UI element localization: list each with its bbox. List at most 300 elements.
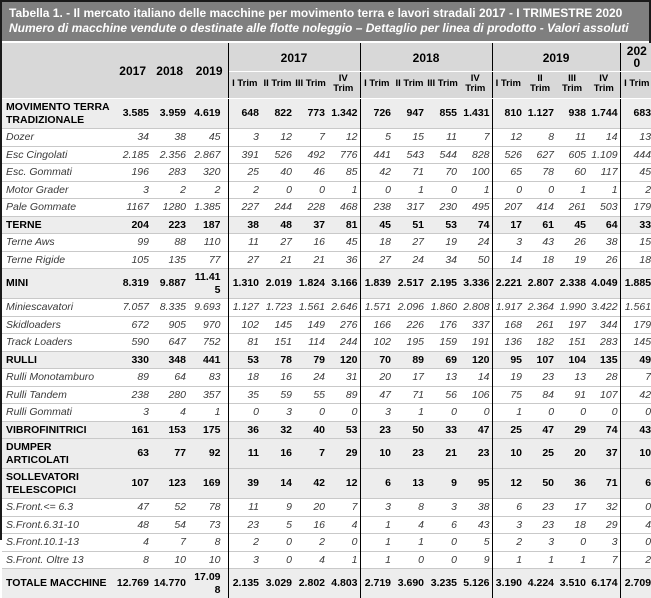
value-cell: 21 xyxy=(294,251,327,269)
value-cell: 3 xyxy=(492,234,524,252)
value-cell: 3.166 xyxy=(327,269,360,299)
value-cell: 42 xyxy=(360,164,393,182)
value-cell: 0 xyxy=(261,551,294,569)
value-cell: 25 xyxy=(228,164,261,182)
value-cell: 25 xyxy=(492,421,524,439)
table-row xyxy=(2,386,651,404)
value-cell: 71 xyxy=(393,164,426,182)
value-cell: 77 xyxy=(151,439,188,469)
value-cell: 2 xyxy=(151,181,188,199)
value-cell: 1.917 xyxy=(492,299,524,317)
value-cell: 12 xyxy=(261,129,294,147)
value-cell: 1 xyxy=(556,181,588,199)
value-cell: 0 xyxy=(360,181,393,199)
value-cell: 12 xyxy=(327,129,360,147)
value-cell: 179 xyxy=(620,199,651,217)
value-cell: 48 xyxy=(114,516,151,534)
value-cell: 38 xyxy=(228,216,261,234)
value-cell: 107 xyxy=(114,469,151,499)
value-cell: 159 xyxy=(426,334,459,352)
value-cell: 38 xyxy=(588,234,620,252)
value-cell: 20 xyxy=(294,499,327,517)
value-cell: 2 xyxy=(228,534,261,552)
value-cell: 4.224 xyxy=(524,569,556,598)
table-row xyxy=(2,469,651,499)
value-cell: 75 xyxy=(492,386,524,404)
value-cell: 320 xyxy=(188,164,228,182)
value-cell: 46 xyxy=(294,164,327,182)
value-cell: 104 xyxy=(556,351,588,369)
value-cell: 120 xyxy=(459,351,492,369)
value-cell: 226 xyxy=(393,316,426,334)
value-cell: 495 xyxy=(459,199,492,217)
value-cell: 0 xyxy=(426,551,459,569)
value-cell: 78 xyxy=(261,351,294,369)
value-cell: 0 xyxy=(327,534,360,552)
value-cell: 28 xyxy=(588,369,620,387)
value-cell: 683 xyxy=(620,99,651,129)
value-cell: 176 xyxy=(426,316,459,334)
value-cell: 36 xyxy=(228,421,261,439)
value-cell: 441 xyxy=(188,351,228,369)
value-cell: 1 xyxy=(393,404,426,422)
value-cell: 1 xyxy=(492,404,524,422)
value-cell: 1 xyxy=(327,551,360,569)
value-cell: 1 xyxy=(327,181,360,199)
value-cell: 32 xyxy=(261,421,294,439)
value-cell: 37 xyxy=(294,216,327,234)
value-cell: 40 xyxy=(294,421,327,439)
value-cell: 45 xyxy=(327,234,360,252)
value-cell: 18 xyxy=(524,251,556,269)
value-cell: 179 xyxy=(620,316,651,334)
value-cell: 1.431 xyxy=(459,99,492,129)
value-cell: 0 xyxy=(426,181,459,199)
value-cell: 283 xyxy=(151,164,188,182)
value-cell: 88 xyxy=(151,234,188,252)
value-cell: 17 xyxy=(393,369,426,387)
value-cell: 23 xyxy=(360,421,393,439)
value-cell: 34 xyxy=(114,129,151,147)
row-label: Terne Aws xyxy=(2,234,114,252)
value-cell: 65 xyxy=(492,164,524,182)
row-label: Terne Rigide xyxy=(2,251,114,269)
value-cell: 95 xyxy=(459,469,492,499)
value-cell: 71 xyxy=(393,386,426,404)
value-cell: 107 xyxy=(524,351,556,369)
value-cell: 228 xyxy=(294,199,327,217)
value-cell: 59 xyxy=(261,386,294,404)
value-cell: 0 xyxy=(620,499,651,517)
table-row xyxy=(2,569,651,598)
value-cell: 2 xyxy=(294,534,327,552)
value-cell: 492 xyxy=(294,146,327,164)
value-cell: 20 xyxy=(360,369,393,387)
quarter-header-2019-2: II Trim xyxy=(524,72,556,99)
value-cell: 3.959 xyxy=(151,99,188,129)
value-cell: 2.019 xyxy=(261,269,294,299)
value-cell: 14.770 xyxy=(151,569,188,598)
value-cell: 43 xyxy=(524,234,556,252)
value-cell: 114 xyxy=(294,334,327,352)
quarter-header-2017-1: I Trim xyxy=(228,72,261,99)
value-cell: 1.839 xyxy=(360,269,393,299)
row-label: Track Loaders xyxy=(2,334,114,352)
row-label: S.Front. Oltre 13 xyxy=(2,551,114,569)
value-cell: 168 xyxy=(492,316,524,334)
value-cell: 2.195 xyxy=(426,269,459,299)
value-cell: 14 xyxy=(492,251,524,269)
table-subtitle: Numero di macchine vendute o destinate alle flotte noleggio – Dettaglio per linea di prodotto - Valori assoluti xyxy=(9,21,642,36)
value-cell: 27 xyxy=(228,251,261,269)
value-cell: 4 xyxy=(327,516,360,534)
value-cell: 89 xyxy=(327,386,360,404)
value-cell: 648 xyxy=(228,99,261,129)
value-cell: 0 xyxy=(556,404,588,422)
value-cell: 3.336 xyxy=(459,269,492,299)
value-cell: 149 xyxy=(294,316,327,334)
value-cell: 53 xyxy=(228,351,261,369)
row-label: DUMPER ARTICOLATI xyxy=(2,439,114,469)
value-cell: 166 xyxy=(360,316,393,334)
value-cell: 1 xyxy=(393,534,426,552)
value-cell: 17 xyxy=(556,499,588,517)
quarter-header-2017-2: II Trim xyxy=(261,72,294,99)
table-row xyxy=(2,251,651,269)
value-cell: 3.690 xyxy=(393,569,426,598)
value-cell: 3.422 xyxy=(588,299,620,317)
value-cell: 4.619 xyxy=(188,99,228,129)
quarter-header-2019-3: III Trim xyxy=(556,72,588,99)
quarter-header-2020-1: I Trim xyxy=(620,72,651,99)
value-cell: 13 xyxy=(556,369,588,387)
value-cell: 34 xyxy=(426,251,459,269)
value-cell: 24 xyxy=(393,251,426,269)
value-cell: 16 xyxy=(261,369,294,387)
value-cell: 42 xyxy=(620,386,651,404)
value-cell: 23 xyxy=(393,439,426,469)
value-cell: 2.807 xyxy=(524,269,556,299)
value-cell: 344 xyxy=(588,316,620,334)
value-cell: 33 xyxy=(620,216,651,234)
quarter-header-2019-1: I Trim xyxy=(492,72,524,99)
value-cell: 2.096 xyxy=(393,299,426,317)
table-row xyxy=(2,99,651,129)
corner-cell xyxy=(2,43,114,99)
value-cell: 0 xyxy=(261,534,294,552)
value-cell: 16 xyxy=(294,516,327,534)
value-cell: 63 xyxy=(114,439,151,469)
value-cell: 92 xyxy=(188,439,228,469)
value-cell: 0 xyxy=(556,534,588,552)
value-cell: 23 xyxy=(228,516,261,534)
value-cell: 503 xyxy=(588,199,620,217)
table-row xyxy=(2,164,651,182)
table-row xyxy=(2,404,651,422)
value-cell: 161 xyxy=(114,421,151,439)
value-cell: 27 xyxy=(393,234,426,252)
value-cell: 23 xyxy=(524,369,556,387)
value-cell: 13 xyxy=(426,369,459,387)
value-cell: 223 xyxy=(151,216,188,234)
value-cell: 1 xyxy=(360,516,393,534)
value-cell: 590 xyxy=(114,334,151,352)
value-cell: 7 xyxy=(294,439,327,469)
value-cell: 14 xyxy=(588,129,620,147)
quarter-header-2018-2: II Trim xyxy=(393,72,426,99)
value-cell: 0 xyxy=(261,181,294,199)
value-cell: 64 xyxy=(588,216,620,234)
value-cell: 230 xyxy=(426,199,459,217)
value-cell: 947 xyxy=(393,99,426,129)
annual-year-2019: 2019 xyxy=(188,43,228,99)
value-cell: 13 xyxy=(620,129,651,147)
value-cell: 1 xyxy=(492,551,524,569)
table-row xyxy=(2,421,651,439)
value-cell: 672 xyxy=(114,316,151,334)
value-cell: 2.364 xyxy=(524,299,556,317)
value-cell: 6 xyxy=(492,499,524,517)
value-cell: 261 xyxy=(524,316,556,334)
value-cell: 1.723 xyxy=(261,299,294,317)
value-cell: 3 xyxy=(492,516,524,534)
value-cell: 0 xyxy=(492,181,524,199)
row-label: Esc Cingolati xyxy=(2,146,114,164)
value-cell: 21 xyxy=(261,251,294,269)
value-cell: 175 xyxy=(188,421,228,439)
value-cell: 1 xyxy=(556,551,588,569)
value-cell: 52 xyxy=(151,499,188,517)
row-label: Rulli Monotamburo xyxy=(2,369,114,387)
value-cell: 1.109 xyxy=(588,146,620,164)
value-cell: 151 xyxy=(261,334,294,352)
value-cell: 16 xyxy=(261,439,294,469)
value-cell: 89 xyxy=(393,351,426,369)
table-row xyxy=(2,269,651,299)
value-cell: 182 xyxy=(524,334,556,352)
value-cell: 2 xyxy=(492,534,524,552)
value-cell: 855 xyxy=(426,99,459,129)
value-cell: 120 xyxy=(327,351,360,369)
value-cell: 32 xyxy=(588,499,620,517)
final-year-2020: 2020 xyxy=(620,43,651,72)
value-cell: 1.127 xyxy=(524,99,556,129)
value-cell: 70 xyxy=(426,164,459,182)
market-data-table xyxy=(2,43,651,598)
value-cell: 53 xyxy=(426,216,459,234)
table-title: Tabella 1. - Il mercato italiano delle macchine per movimento terra e lavori stradali 2017 - I TRIMESTRE 2020 xyxy=(9,6,642,21)
row-label: Rulli Gommati xyxy=(2,404,114,422)
value-cell: 10 xyxy=(151,551,188,569)
table-body xyxy=(2,99,651,598)
value-cell: 828 xyxy=(459,146,492,164)
value-cell: 1.310 xyxy=(228,269,261,299)
value-cell: 1 xyxy=(360,534,393,552)
value-cell: 1.561 xyxy=(620,299,651,317)
value-cell: 81 xyxy=(228,334,261,352)
value-cell: 9 xyxy=(426,469,459,499)
value-cell: 526 xyxy=(261,146,294,164)
value-cell: 27 xyxy=(360,251,393,269)
value-cell: 9.693 xyxy=(188,299,228,317)
table-row xyxy=(2,181,651,199)
value-cell: 810 xyxy=(492,99,524,129)
value-cell: 31 xyxy=(327,369,360,387)
value-cell: 25 xyxy=(524,439,556,469)
value-cell: 8 xyxy=(114,551,151,569)
value-cell: 1.885 xyxy=(620,269,651,299)
value-cell: 543 xyxy=(393,146,426,164)
value-cell: 47 xyxy=(114,499,151,517)
value-cell: 1.860 xyxy=(426,299,459,317)
value-cell: 48 xyxy=(261,216,294,234)
row-label: Motor Grader xyxy=(2,181,114,199)
value-cell: 20 xyxy=(556,439,588,469)
value-cell: 17 xyxy=(492,216,524,234)
value-cell: 13 xyxy=(393,469,426,499)
table-row xyxy=(2,516,651,534)
value-cell: 135 xyxy=(151,251,188,269)
value-cell: 70 xyxy=(360,351,393,369)
value-cell: 627 xyxy=(524,146,556,164)
value-cell: 244 xyxy=(327,334,360,352)
quarter-header-2018-4: IV Trim xyxy=(459,72,492,99)
value-cell: 1280 xyxy=(151,199,188,217)
value-cell: 18 xyxy=(228,369,261,387)
value-cell: 11.415 xyxy=(188,269,228,299)
value-cell: 11 xyxy=(228,499,261,517)
value-cell: 54 xyxy=(151,516,188,534)
value-cell: 6 xyxy=(426,516,459,534)
value-cell: 42 xyxy=(294,469,327,499)
value-cell: 37 xyxy=(588,439,620,469)
value-cell: 99 xyxy=(114,234,151,252)
value-cell: 4 xyxy=(294,551,327,569)
value-cell: 357 xyxy=(188,386,228,404)
year-group-2019: 2019 xyxy=(492,43,620,72)
value-cell: 0 xyxy=(294,404,327,422)
value-cell: 84 xyxy=(524,386,556,404)
value-cell: 38 xyxy=(459,499,492,517)
value-cell: 3.029 xyxy=(261,569,294,598)
value-cell: 726 xyxy=(360,99,393,129)
value-cell: 61 xyxy=(524,216,556,234)
value-cell: 78 xyxy=(188,499,228,517)
value-cell: 2.135 xyxy=(228,569,261,598)
value-cell: 3.585 xyxy=(114,99,151,129)
value-cell: 117 xyxy=(588,164,620,182)
value-cell: 23 xyxy=(459,439,492,469)
value-cell: 19 xyxy=(556,251,588,269)
value-cell: 187 xyxy=(188,216,228,234)
value-cell: 0 xyxy=(393,551,426,569)
value-cell: 102 xyxy=(228,316,261,334)
value-cell: 283 xyxy=(588,334,620,352)
value-cell: 27 xyxy=(261,234,294,252)
value-cell: 0 xyxy=(426,534,459,552)
value-cell: 2.185 xyxy=(114,146,151,164)
value-cell: 1.571 xyxy=(360,299,393,317)
value-cell: 9 xyxy=(261,499,294,517)
value-cell: 26 xyxy=(588,251,620,269)
value-cell: 19 xyxy=(492,369,524,387)
value-cell: 5 xyxy=(459,534,492,552)
value-cell: 3 xyxy=(360,499,393,517)
value-cell: 317 xyxy=(393,199,426,217)
value-cell: 3 xyxy=(228,129,261,147)
value-cell: 17.098 xyxy=(188,569,228,598)
value-cell: 776 xyxy=(327,146,360,164)
value-cell: 50 xyxy=(393,421,426,439)
value-cell: 105 xyxy=(114,251,151,269)
value-cell: 91 xyxy=(556,386,588,404)
value-cell: 261 xyxy=(556,199,588,217)
row-label: TERNE xyxy=(2,216,114,234)
value-cell: 9.887 xyxy=(151,269,188,299)
value-cell: 10 xyxy=(188,551,228,569)
value-cell: 0 xyxy=(426,404,459,422)
value-cell: 95 xyxy=(492,351,524,369)
value-cell: 1.342 xyxy=(327,99,360,129)
value-cell: 905 xyxy=(151,316,188,334)
value-cell: 276 xyxy=(327,316,360,334)
value-cell: 1 xyxy=(360,551,393,569)
value-cell: 0 xyxy=(228,404,261,422)
value-cell: 78 xyxy=(524,164,556,182)
value-cell: 773 xyxy=(294,99,327,129)
value-cell: 45 xyxy=(360,216,393,234)
value-cell: 2.719 xyxy=(360,569,393,598)
value-cell: 107 xyxy=(588,386,620,404)
value-cell: 3 xyxy=(588,534,620,552)
row-label: S.Front.10.1-13 xyxy=(2,534,114,552)
value-cell: 83 xyxy=(188,369,228,387)
table-row xyxy=(2,551,651,569)
row-label: Skidloaders xyxy=(2,316,114,334)
table-row xyxy=(2,369,651,387)
value-cell: 10 xyxy=(620,439,651,469)
value-cell: 7 xyxy=(459,129,492,147)
value-cell: 3 xyxy=(114,404,151,422)
value-cell: 4 xyxy=(620,516,651,534)
value-cell: 12.769 xyxy=(114,569,151,598)
value-cell: 3 xyxy=(261,404,294,422)
value-cell: 0 xyxy=(459,404,492,422)
value-cell: 196 xyxy=(114,164,151,182)
table-row xyxy=(2,199,651,217)
value-cell: 1.561 xyxy=(294,299,327,317)
value-cell: 7 xyxy=(151,534,188,552)
value-cell: 15 xyxy=(620,234,651,252)
value-cell: 47 xyxy=(360,386,393,404)
value-cell: 7 xyxy=(620,369,651,387)
value-cell: 51 xyxy=(393,216,426,234)
value-cell: 151 xyxy=(556,334,588,352)
value-cell: 2.867 xyxy=(188,146,228,164)
value-cell: 110 xyxy=(188,234,228,252)
value-cell: 69 xyxy=(426,351,459,369)
value-cell: 145 xyxy=(261,316,294,334)
value-cell: 71 xyxy=(588,469,620,499)
value-cell: 11 xyxy=(556,129,588,147)
value-cell: 106 xyxy=(459,386,492,404)
value-cell: 2 xyxy=(228,181,261,199)
value-cell: 1 xyxy=(588,181,620,199)
table-row xyxy=(2,129,651,147)
value-cell: 3.235 xyxy=(426,569,459,598)
value-cell: 102 xyxy=(360,334,393,352)
row-label: RULLI xyxy=(2,351,114,369)
